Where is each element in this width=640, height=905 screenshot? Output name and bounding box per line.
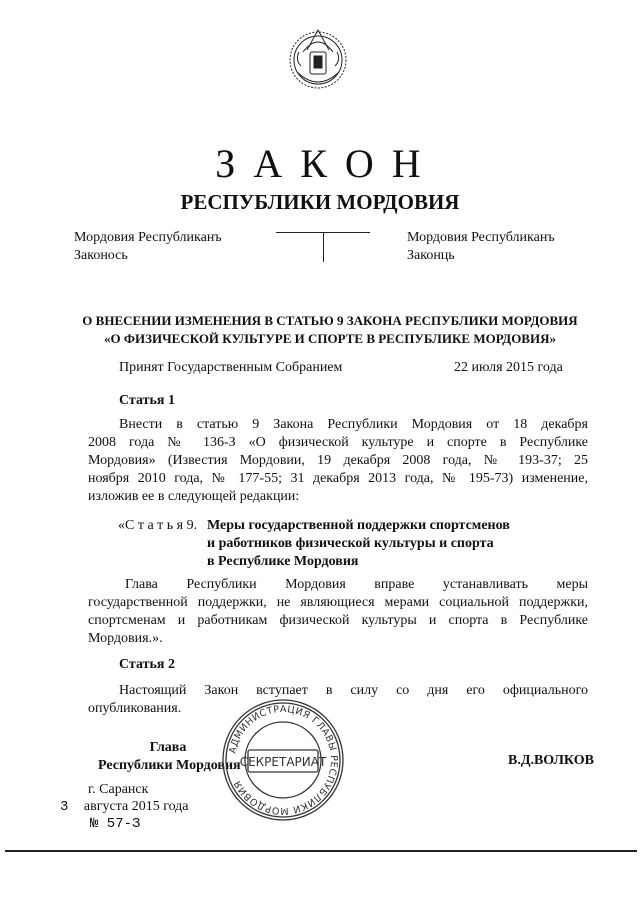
footer-rule xyxy=(5,850,637,852)
footer-number: № 57-З xyxy=(90,816,141,832)
official-stamp xyxy=(218,695,348,825)
article2-line: опубликования. xyxy=(88,701,182,716)
quoted-body-line: государственной поддержки, не являющиеся мерами социальной поддержки, xyxy=(88,595,588,610)
quoted-body-line: Мордовия.». xyxy=(88,631,163,646)
article1-body xyxy=(88,416,588,506)
quoted-title-line: в Республике Мордовия xyxy=(207,554,359,569)
law-heading xyxy=(40,312,620,348)
footer-date xyxy=(60,798,189,816)
adopted-date: 22 июля 2015 года xyxy=(454,360,563,375)
law-heading-line: «О ФИЗИЧЕСКОЙ КУЛЬТУРЕ И СПОРТЕ В РЕСПУБЛИКЕ МОРДОВИЯ» xyxy=(104,331,556,346)
law-subtitle: РЕСПУБЛИКИ МОРДОВИЯ xyxy=(180,190,460,214)
quoted-title-line: и работников физической культуры и спорта xyxy=(207,536,494,551)
article1-line: Внести в статью 9 Закона Республики Мордовия от 18 декабря xyxy=(119,417,588,432)
header-rule-vertical xyxy=(323,232,324,262)
article2-title: Статья 2 xyxy=(119,657,175,672)
right-header xyxy=(407,229,555,265)
law-title: З А К О Н xyxy=(215,141,425,186)
article1-line: Мордовия» (Известия Мордовии, 19 декабря 2008 года, № 193-37; 25 xyxy=(88,453,588,468)
stamp-center-text: СЕКРЕТАРИАТ xyxy=(239,755,327,769)
quoted-article-title xyxy=(207,517,510,571)
left-header-line: Мордовия Республиканъ xyxy=(74,230,222,245)
coat-of-arms-emblem xyxy=(283,22,353,94)
law-heading-line: О ВНЕСЕНИИ ИЗМЕНЕНИЯ В СТАТЬЮ 9 ЗАКОНА РЕСПУБЛИКИ МОРДОВИЯ xyxy=(82,313,578,328)
article1-line: 2008 года № 136-З «О физической культуре и спорте в Республике xyxy=(88,435,588,450)
quoted-article-body xyxy=(88,576,588,648)
article1-title: Статья 1 xyxy=(119,393,175,408)
signature-position-line: Глава xyxy=(149,740,187,755)
footer-date-day: 3 xyxy=(60,799,69,815)
quoted-article-prefix: «С т а т ь я 9. xyxy=(118,518,198,533)
signature-name: В.Д.ВОЛКОВ xyxy=(508,753,594,768)
adopted-label: Принят Государственным Собранием xyxy=(119,360,343,375)
stamp-ring-text: АДМИНИСТРАЦИЯ ГЛАВЫ РЕСПУБЛИКИ МОРДОВИЯ xyxy=(227,703,340,817)
article2-line: Настоящий Закон вступает в силу со дня его официального xyxy=(119,683,588,698)
left-header-line: Законось xyxy=(74,248,128,263)
signature-position xyxy=(98,739,241,775)
quoted-title-line: Меры государственной поддержки спортсменов xyxy=(207,518,510,533)
quoted-body-line: спортсменам и работникам физической культуры и спорта в Республике xyxy=(88,613,588,628)
signature-position-line: Республики Мордовия xyxy=(98,758,241,773)
footer-city: г. Саранск xyxy=(88,782,149,797)
footer-date-rest: августа 2015 года xyxy=(83,799,189,814)
article1-line: ноября 2010 года, № 177-55; 31 декабря 2013 года, № 195-73) изменение, xyxy=(88,471,588,486)
quoted-body-line: Глава Республики Мордовия вправе устанавливать меры xyxy=(125,577,588,592)
right-header-line: Законць xyxy=(407,248,455,263)
article1-line: изложив ее в следующей редакции: xyxy=(88,489,300,504)
right-header-line: Мордовия Республиканъ xyxy=(407,230,555,245)
left-header xyxy=(74,229,222,265)
